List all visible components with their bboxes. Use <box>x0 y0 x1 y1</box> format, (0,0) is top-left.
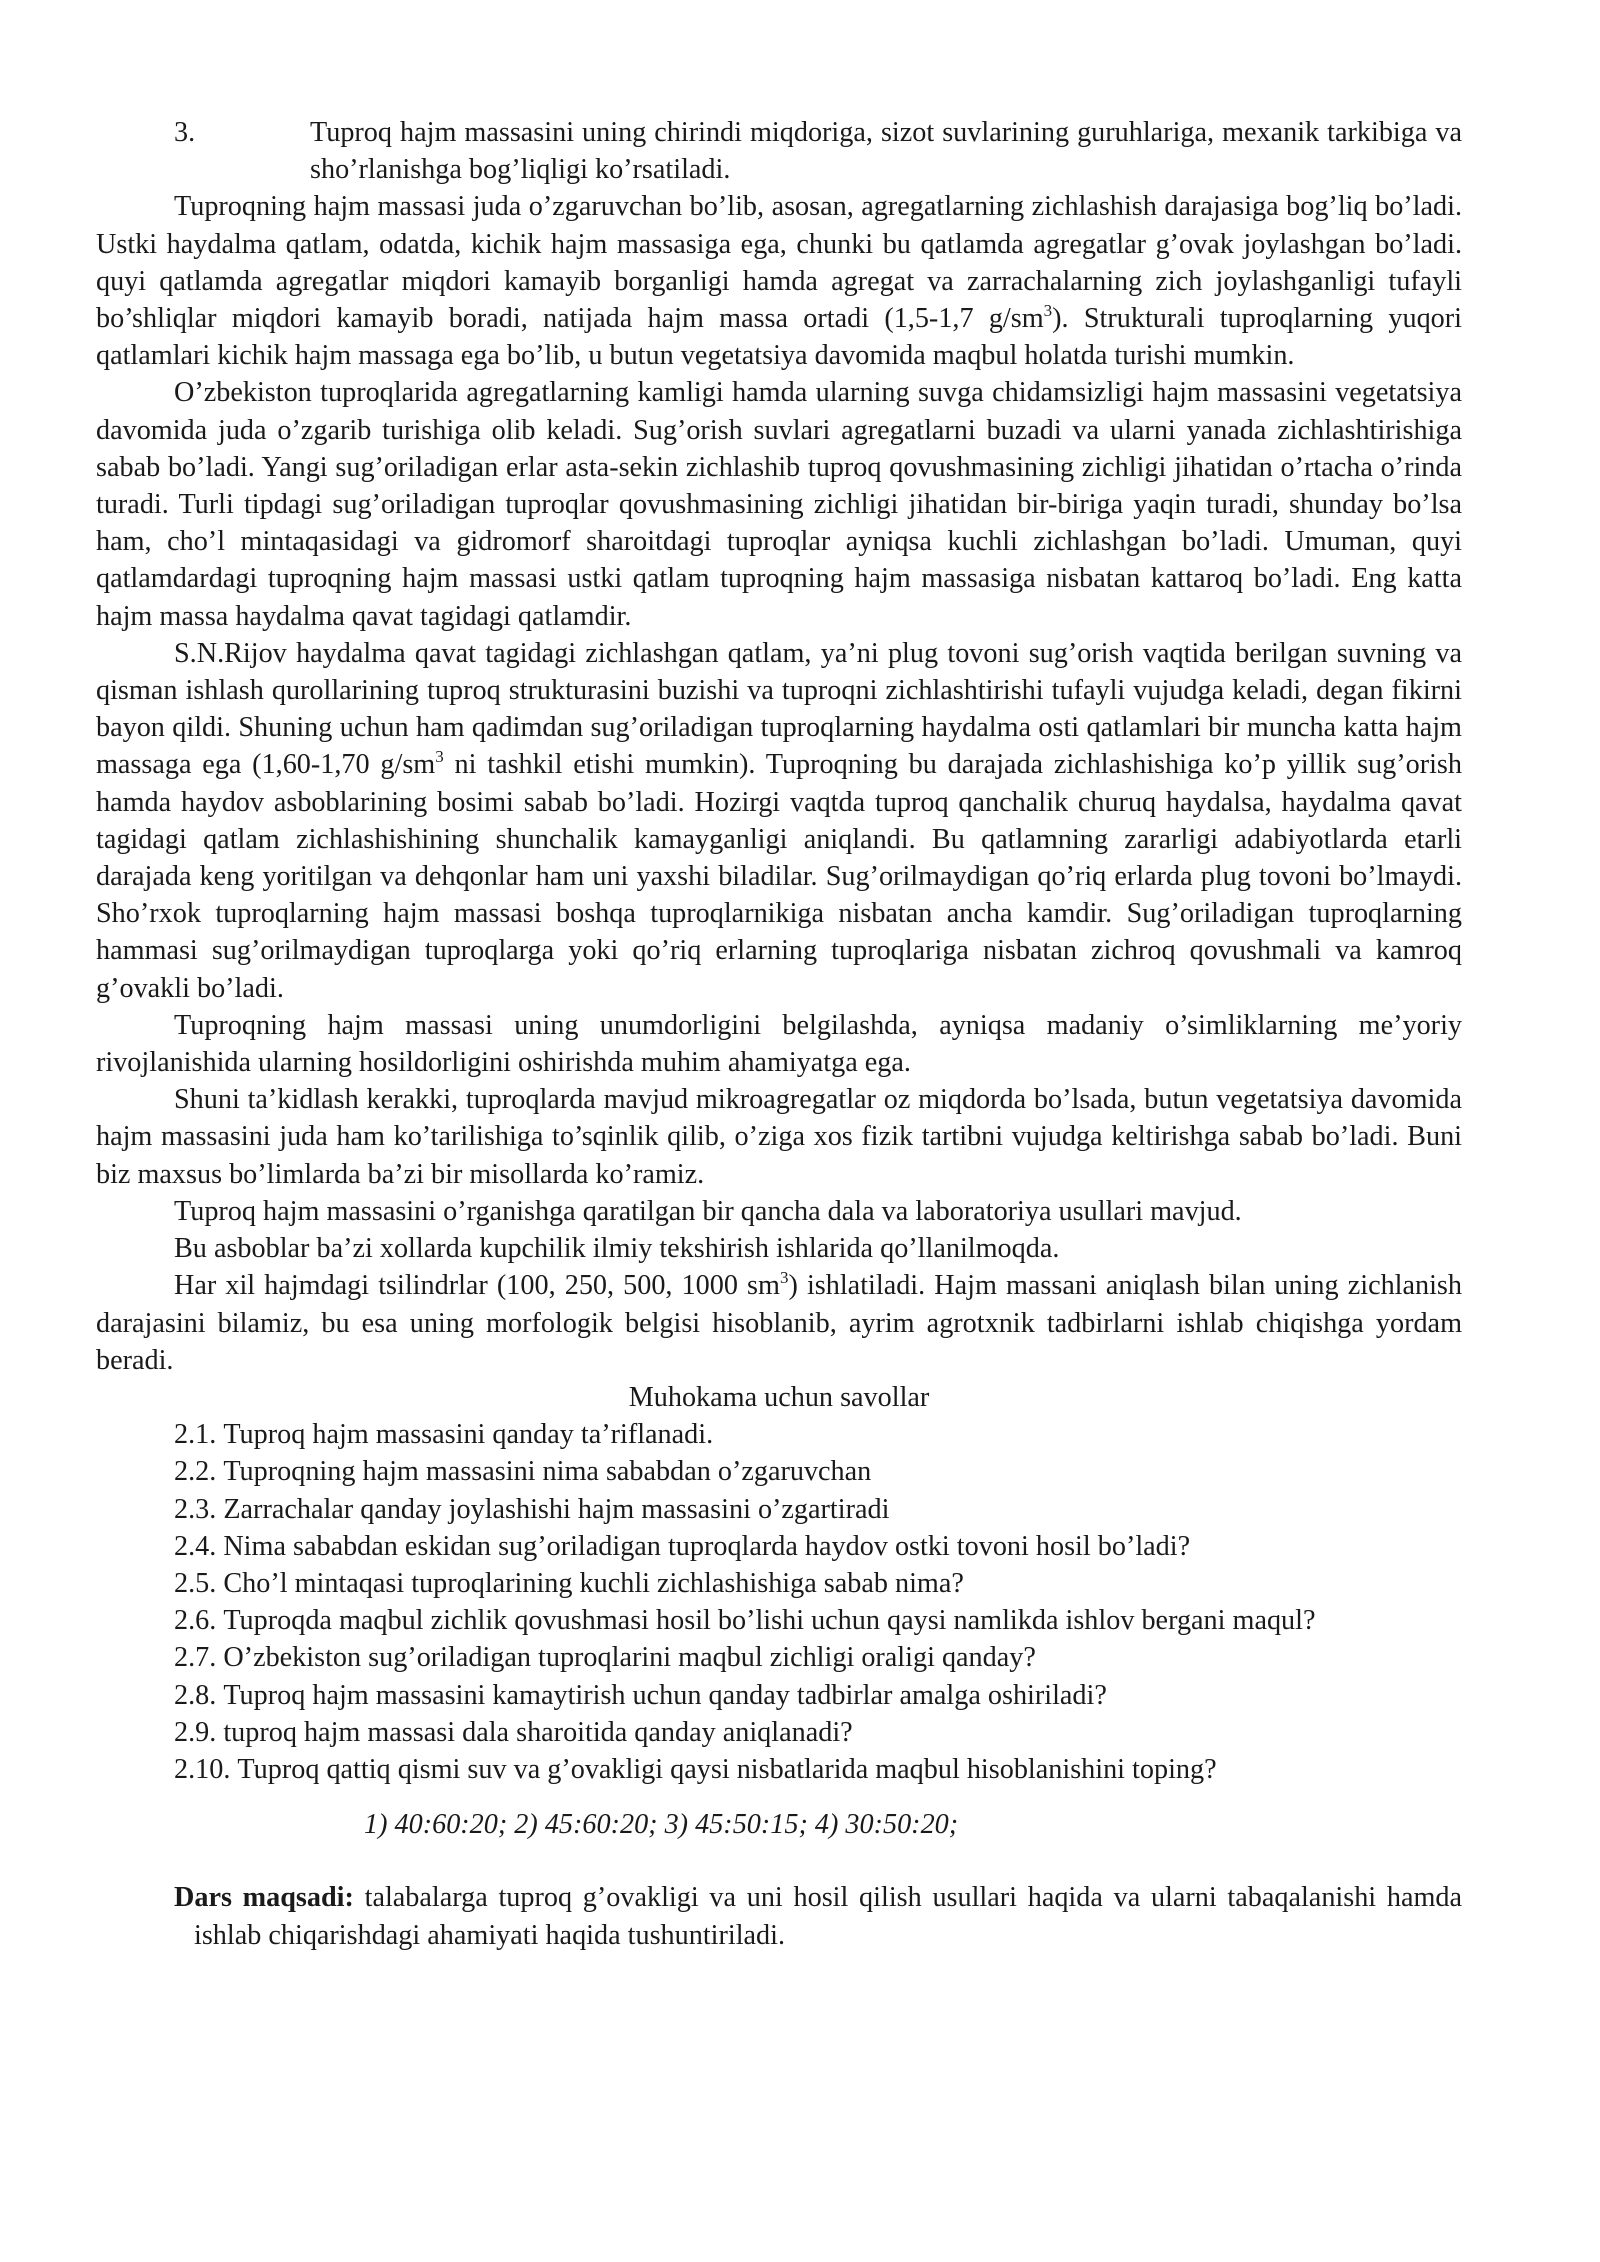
question-item: 2.4. Nima sababdan eskidan sug’oriladigan tuproqlarda haydov ostki tovoni hosil bo’ladi? <box>174 1530 1191 1562</box>
question-item: 2.2. Tuproqning hajm massasini nima sababdan o’zgaruvchan <box>174 1456 872 1488</box>
numbered-item-3 <box>96 114 1462 188</box>
paragraph-fertility: Tuproqning hajm massasi uning unumdorligini belgilashda, ayniqsa madaniy o’simliklarning me’yoriy rivojlanishida ularning hosildorligini oshirishda muhim ahamiyatga ega. <box>96 1009 1462 1079</box>
lesson-goal-text: talabalarga tuproq g’ovakligi va uni hosil qilish usullari haqida va ularni tabaqalanishi hamda ishlab chiqarishdagi ahamiyati haqida tushuntiriladi. <box>194 1882 1463 1951</box>
question-item: 2.7. O’zbekiston sug’oriladigan tuproqlarini maqbul zichligi oraligi qanday? <box>174 1642 1036 1674</box>
paragraph-rijov-plow-pan: S.N.Rijov haydalma qavat tagidagi zichlashgan qatlam, ya’ni plug tovoni sug’orish vaqtida berilgan suvning va qisman ishlash qurollarining tuproq strukturasini buzishi va tuproqni zichlashtirishi tufayli vujudga keladi, degan fikirni bayon qildi. Shuning uchun ham qadimdan sug’oriladigan tuproqlarning haydalma osti qatlamlari bir muncha katta hajm massaga ega (1,60-1,70 $g/sm^3$ ni tashkil etishi mumkin). Tuproqning bu darajada zichlashishiga ko’p yillik sug’orish hamda haydov asboblarining bosimi sabab bo’ladi. Hozirgi vaqtda tuproq qanchalik churuq haydalsa, haydalma qavat tagidagi qatlam zichlashishining shunchalik kamayganligi aniqlandi. Bu qatlamning zararligi adabiyotlarda etarli darajada keng yoritilgan va dehqonlar ham uni yaxshi biladilar. Sug’orilmaydigan qo’riq erlarda plug tovoni bo’lmaydi. Sho’rxok tuproqlarning hajm massasi boshqa tuproqlarnikiga nisbatan ancha kamdir. Sug’oriladigan tuproqlarning hammasi sug’orilmaydigan tuproqlarga yoki qo’riq erlarning tuproqlariga nisbatan zichroq qovushmali va kamroq g’ovakli bo’ladi. <box>96 637 1462 1004</box>
paragraph-uzbekistan-soils: O’zbekiston tuproqlarida agregatlarning kamligi hamda ularning suvga chidamsizligi hajm massasini vegetatsiya davomida juda o’zgarib turishiga olib keladi. Sug’orish suvlari agregatlarni buzadi va ularni yanada zichlashtirishiga sabab bo’ladi. Yangi sug’oriladigan erlar asta-sekin zichlashib tuproq qovushmasining zichligi jihatidan o’rtacha o’rinda turadi. Turli tipdagi sug’oriladigan tuproqlar qovushmasining zichligi jihatidan bir-biriga yaqin turadi, shunday bo’lsa ham, cho’l mintaqasidagi va gidromorf sharoitdagi tuproqlar ayniqsa kuchli zichlashgan bo’ladi. Umuman, quyi qatlamdardagi tuproqning hajm massasi ustki qatlam tuproqning hajm massasiga nisbatan kattaroq bo’ladi. Eng katta hajm massa haydalma qavat tagidagi qatlamdir. <box>96 377 1462 632</box>
paragraph-bulk-density-variability: Tuproqning hajm massasi juda o’zgaruvchan bo’lib, asosan, agregatlarning zichlashish darajasiga bog’liq bo’ladi. Ustki haydalma qatlam, odatda, kichik hajm massasiga ega, chunki bu qatlamda agregatlar g’ovak joylashgan bo’ladi. quyi qatlamda agregatlar miqdori kamayib borganligi hamda agregat va zarrachalarning zich joylashganligi tufayli bo’shliqlar miqdori kamayib boradi, natijada hajm massa ortadi (1,5-1,7 $g/sm^3$). Strukturali tuproqlarning yuqori qatlamlari kichik hajm massaga ega bo’lib, u butun vegetatsiya davomida maqbul holatda turishi mumkin. <box>96 191 1462 372</box>
question-item: 2.9. tuproq hajm massasi dala sharoitida qanday aniqlanadi? <box>174 1716 853 1748</box>
question-item: 2.3. Zarrachalar qanday joylashishi hajm massasini o’zgartiradi <box>174 1493 890 1525</box>
paragraph-cylinders: Har xil hajmdagi tsilindrlar (100, 250, 500, 1000 $sm^3$) ishlatiladi. Hajm massani aniqlash bilan uning zichlanish darajasini bilamiz, bu esa uning morfologik belgisi hisoblanib, ayrim agrotxnik tadbirlarni ishlab chiqishga yordam beradi. <box>96 1268 1462 1376</box>
lesson-goal-label: Dars maqsadi: <box>174 1882 354 1914</box>
paragraph-instruments: Bu asboblar ba’zi xollarda kupchilik ilmiy tekshirish ishlarida qo’llanilmoqda. <box>174 1233 1060 1265</box>
paragraph-methods: Tuproq hajm massasini o’rganishga qaratilgan bir qancha dala va laboratoriya usullari mavjud. <box>174 1195 1242 1227</box>
question-item: 2.10. Tuproq qattiq qismi suv va g’ovakligi qaysi nisbatlarida maqbul hisoblanishini toping? <box>174 1753 1217 1785</box>
item-text: Tuproq hajm massasini uning chirindi miqdoriga, sizot suvlarining guruhlariga, mexanik tarkibiga va sho’rlanishga bog’liqligi ko’rsatiladi. <box>310 117 1462 186</box>
item-number: 3. <box>174 117 196 148</box>
question-item: 2.6. Tuproqda maqbul zichlik qovushmasi hosil bo’lishi uchun qaysi namlikda ishlov bergani maqul? <box>174 1605 1316 1637</box>
paragraph-microaggregates: Shuni ta’kidlash kerakki, tuproqlarda mavjud mikroagregatlar oz miqdorda bo’lsada, butun vegetatsiya davomida hajm massasini juda ham ko’tarilishiga to’sqinlik qilib, o’ziga xos fizik tartibni vujudga keltirishga sabab bo’ladi. Buni biz maxsus bo’limlarda ba’zi bir misollarda ko’ramiz. <box>96 1084 1462 1190</box>
question-item: 2.8. Tuproq hajm massasini kamaytirish uchun qanday tadbirlar amalga oshiriladi? <box>174 1679 1107 1711</box>
questions-heading: Muhokama uchun savollar <box>628 1381 930 1413</box>
questions-list <box>96 1416 1462 1788</box>
question-item: 2.5. Cho’l mintaqasi tuproqlarining kuchli zichlashishiga sabab nima? <box>174 1567 964 1599</box>
answer-options: 1) 40:60:20; 2) 45:60:20; 3) 45:50:15; 4) 30:50:20; <box>364 1809 959 1841</box>
question-item: 2.1. Tuproq hajm massasini qanday ta’riflanadi. <box>174 1419 714 1451</box>
lesson-goal <box>96 1879 1462 1953</box>
document-page <box>96 114 1462 1954</box>
